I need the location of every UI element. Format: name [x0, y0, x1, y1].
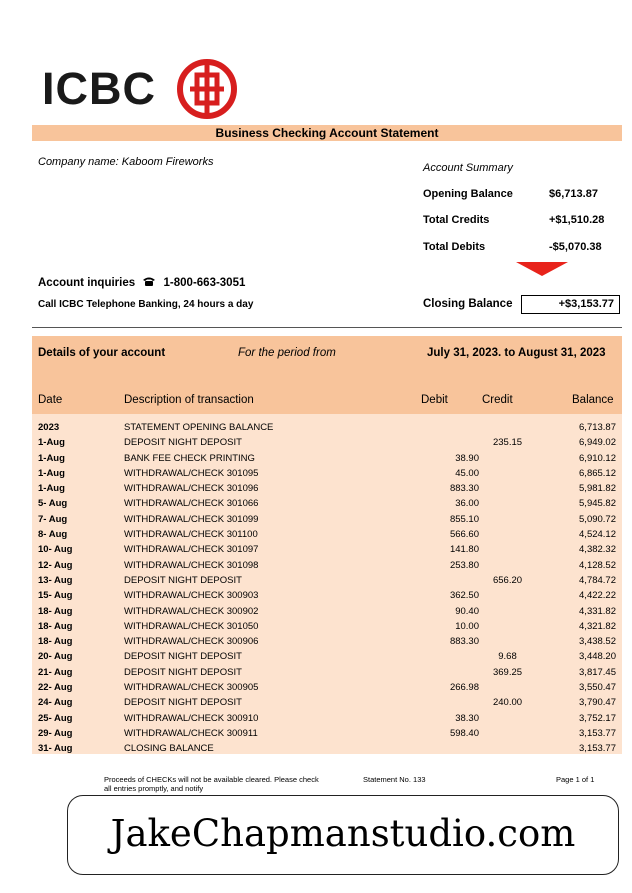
table-row: [32, 496, 622, 511]
row-date: 13- Aug: [38, 574, 73, 586]
row-date: 18- Aug: [38, 620, 73, 632]
divider: [32, 327, 622, 328]
table-row: [32, 619, 622, 634]
table-row: [32, 726, 622, 741]
row-date: 2023: [38, 422, 60, 433]
statement-title: Business Checking Account Statement: [215, 126, 439, 140]
row-credit: 235.15: [492, 437, 523, 449]
row-date: 31- Aug: [38, 743, 73, 755]
table-row: [32, 420, 622, 435]
row-date: 7- Aug: [38, 513, 68, 525]
column-header-description: Description of transaction: [124, 394, 254, 406]
row-debit: 855.10: [449, 513, 479, 525]
row-date: 21- Aug: [38, 666, 73, 678]
row-date: 18- Aug: [38, 605, 73, 617]
row-debit: 36.00: [455, 498, 479, 510]
row-balance: 3,550.47: [579, 682, 616, 694]
telephone-banking-note: Call ICBC Telephone Banking, 24 hours a day: [38, 299, 254, 310]
row-debit: 10.00: [455, 620, 479, 632]
row-date: 1-Aug: [38, 437, 65, 449]
period-dates: July 31, 2023. to August 31, 2023: [427, 347, 606, 359]
total-credits-label: Total Credits: [423, 214, 490, 226]
icbc-emblem-logo: [176, 58, 238, 120]
row-description: DEPOSIT NIGHT DEPOSIT: [124, 437, 242, 449]
row-debit: 141.80: [449, 544, 479, 556]
column-header-balance: Balance: [572, 394, 614, 406]
period-label: For the period from: [238, 347, 336, 359]
row-description: WITHDRAWAL/CHECK 301099: [124, 513, 259, 525]
row-balance: 6,949.02: [579, 437, 616, 449]
row-description: CLOSING BALANCE: [124, 743, 214, 755]
table-row: [32, 649, 622, 664]
row-balance: 3,790.47: [579, 697, 616, 709]
row-description: WITHDRAWAL/CHECK 300910: [124, 712, 259, 724]
row-balance: 5,090.72: [579, 513, 616, 525]
statement-number: Statement No. 133: [363, 775, 426, 784]
row-description: DEPOSIT NIGHT DEPOSIT: [124, 651, 242, 663]
row-date: 1-Aug: [38, 452, 65, 464]
opening-balance-label: Opening Balance: [423, 188, 513, 200]
table-row: [32, 588, 622, 603]
total-debits-value: -$5,070.38: [549, 241, 602, 253]
table-row: [32, 680, 622, 695]
row-description: WITHDRAWAL/CHECK 300903: [124, 590, 259, 602]
row-credit: 9.68: [498, 651, 517, 663]
row-balance: 4,784.72: [579, 574, 616, 586]
details-title: Details of your account: [38, 347, 166, 359]
transaction-table: [32, 420, 622, 757]
row-debit: 883.30: [449, 483, 479, 495]
row-balance: 3,153.77: [579, 743, 616, 755]
row-debit: 38.90: [455, 452, 479, 464]
row-date: 1-Aug: [38, 483, 65, 495]
down-arrow-icon: [516, 262, 568, 276]
row-description: WITHDRAWAL/CHECK 301066: [124, 498, 259, 510]
telephone-icon: [142, 276, 156, 286]
opening-balance-value: $6,713.87: [549, 188, 598, 200]
footer-note: Proceeds of CHECKs will not be available cleared. Please check all entries promptly, and notify: [104, 775, 319, 793]
bank-logo-text: ICBC: [42, 63, 156, 114]
row-credit: 369.25: [492, 666, 523, 678]
row-balance: 6,865.12: [579, 467, 616, 479]
table-row: [32, 741, 622, 756]
row-balance: 4,382.32: [579, 544, 616, 556]
row-date: 20- Aug: [38, 651, 73, 663]
table-row: [32, 695, 622, 710]
page-number: Page 1 of 1: [556, 775, 595, 784]
row-description: DEPOSIT NIGHT DEPOSIT: [124, 666, 242, 678]
inquiries-label: Account inquiries: [38, 277, 136, 289]
total-credits-value: +$1,510.28: [549, 214, 605, 226]
closing-balance-value: +$3,153.77: [521, 295, 620, 314]
row-balance: 6,910.12: [579, 452, 616, 464]
table-row: [32, 558, 622, 573]
table-row: [32, 466, 622, 481]
row-balance: 4,321.82: [579, 620, 616, 632]
row-balance: 3,752.17: [579, 712, 616, 724]
row-date: 22- Aug: [38, 682, 73, 694]
watermark-banner: JakeChapmanstudio.com: [67, 795, 619, 875]
column-header-debit: Debit: [421, 394, 448, 406]
account-summary-title: Account Summary: [423, 162, 513, 174]
phone-number[interactable]: 1-800-663-3051: [163, 277, 246, 289]
row-debit: 362.50: [449, 590, 479, 602]
row-date: 18- Aug: [38, 636, 73, 648]
row-description: WITHDRAWAL/CHECK 300905: [124, 682, 259, 694]
row-balance: 4,331.82: [579, 605, 616, 617]
row-description: WITHDRAWAL/CHECK 301095: [124, 467, 259, 479]
table-row: [32, 634, 622, 649]
row-date: 8- Aug: [38, 529, 68, 541]
row-description: WITHDRAWAL/CHECK 300906: [124, 636, 259, 648]
row-description: WITHDRAWAL/CHECK 300902: [124, 605, 259, 617]
table-row: [32, 604, 622, 619]
row-balance: 5,981.82: [579, 483, 616, 495]
table-row: [32, 527, 622, 542]
row-balance: 3,817.45: [579, 666, 616, 678]
row-debit: 45.00: [455, 467, 479, 479]
table-row: [32, 481, 622, 496]
row-date: 25- Aug: [38, 712, 73, 724]
table-row: [32, 435, 622, 450]
row-balance: 5,945.82: [579, 498, 616, 510]
row-balance: 4,128.52: [579, 559, 616, 571]
row-description: WITHDRAWAL/CHECK 301096: [124, 483, 259, 495]
row-date: 24- Aug: [38, 697, 73, 709]
row-debit: 253.80: [449, 559, 479, 571]
row-date: 12- Aug: [38, 559, 73, 571]
row-debit: 38.30: [455, 712, 479, 724]
row-description: DEPOSIT NIGHT DEPOSIT: [124, 574, 242, 586]
row-credit: 240.00: [492, 697, 523, 709]
column-header-date: Date: [38, 394, 63, 406]
row-date: 10- Aug: [38, 544, 73, 556]
closing-balance-label: Closing Balance: [423, 298, 513, 310]
row-date: 15- Aug: [38, 590, 73, 602]
row-debit: 566.60: [449, 529, 479, 541]
row-description: WITHDRAWAL/CHECK 301100: [124, 529, 258, 541]
row-balance: 3,448.20: [579, 651, 616, 663]
account-inquiries: [38, 276, 245, 289]
row-credit: 656.20: [492, 574, 523, 586]
row-date: 29- Aug: [38, 727, 73, 739]
row-date: 5- Aug: [38, 498, 68, 510]
row-debit: 266.98: [449, 682, 479, 694]
total-debits-label: Total Debits: [423, 241, 486, 253]
row-debit: 883.30: [449, 636, 479, 648]
table-row: [32, 711, 622, 726]
table-row: [32, 665, 622, 680]
row-description: STATEMENT OPENING BALANCE: [124, 422, 274, 433]
row-description: WITHDRAWAL/CHECK 301098: [124, 559, 259, 571]
row-description: BANK FEE CHECK PRINTING: [124, 452, 255, 464]
row-description: WITHDRAWAL/CHECK 301097: [124, 544, 259, 556]
row-balance: 3,153.77: [579, 727, 616, 739]
company-name: Company name: Kaboom Fireworks: [38, 156, 214, 168]
row-balance: 6,713.87: [579, 422, 616, 433]
row-debit: 598.40: [449, 727, 479, 739]
row-balance: 4,422.22: [579, 590, 616, 602]
table-row: [32, 542, 622, 557]
row-balance: 3,438.52: [579, 636, 616, 648]
table-row: [32, 573, 622, 588]
row-debit: 90.40: [455, 605, 479, 617]
row-balance: 4,524.12: [579, 529, 616, 541]
row-description: WITHDRAWAL/CHECK 301050: [124, 620, 259, 632]
row-description: WITHDRAWAL/CHECK 300911: [124, 727, 258, 739]
row-date: 1-Aug: [38, 467, 65, 479]
table-row: [32, 451, 622, 466]
row-description: DEPOSIT NIGHT DEPOSIT: [124, 697, 242, 709]
column-header-credit: Credit: [482, 394, 513, 406]
table-row: [32, 512, 622, 527]
